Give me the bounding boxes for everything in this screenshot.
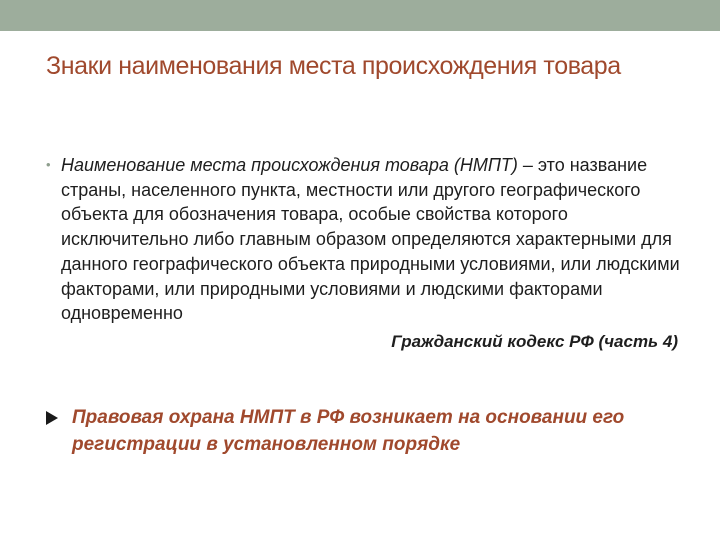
bullet-dot-icon: • (46, 157, 51, 172)
definition-bullet (46, 153, 686, 326)
definition-block (46, 153, 686, 356)
highlight-block (46, 404, 692, 458)
slide-title: Знаки наименования места происхождения товара (46, 52, 621, 80)
arrow-right-icon (46, 411, 58, 425)
source-citation: Гражданский кодекс РФ (часть 4) (391, 331, 678, 351)
definition-text: – это название страны, населенного пункта, местности или другого географического объекта для обозначения товара, особые свойства которого исключительно либо главным образом определяются характерными для данного географического объекта природными условиями, или людскими факторами, или природными условиями и людскими факторами одновременно (61, 155, 680, 324)
highlight-text: Правовая охрана НМПТ в РФ возникает на основании его регистрации в установленном порядке (72, 407, 625, 455)
definition-term: Наименование места происхождения товара (НМПТ) (61, 155, 518, 175)
top-accent-bar (0, 0, 720, 31)
